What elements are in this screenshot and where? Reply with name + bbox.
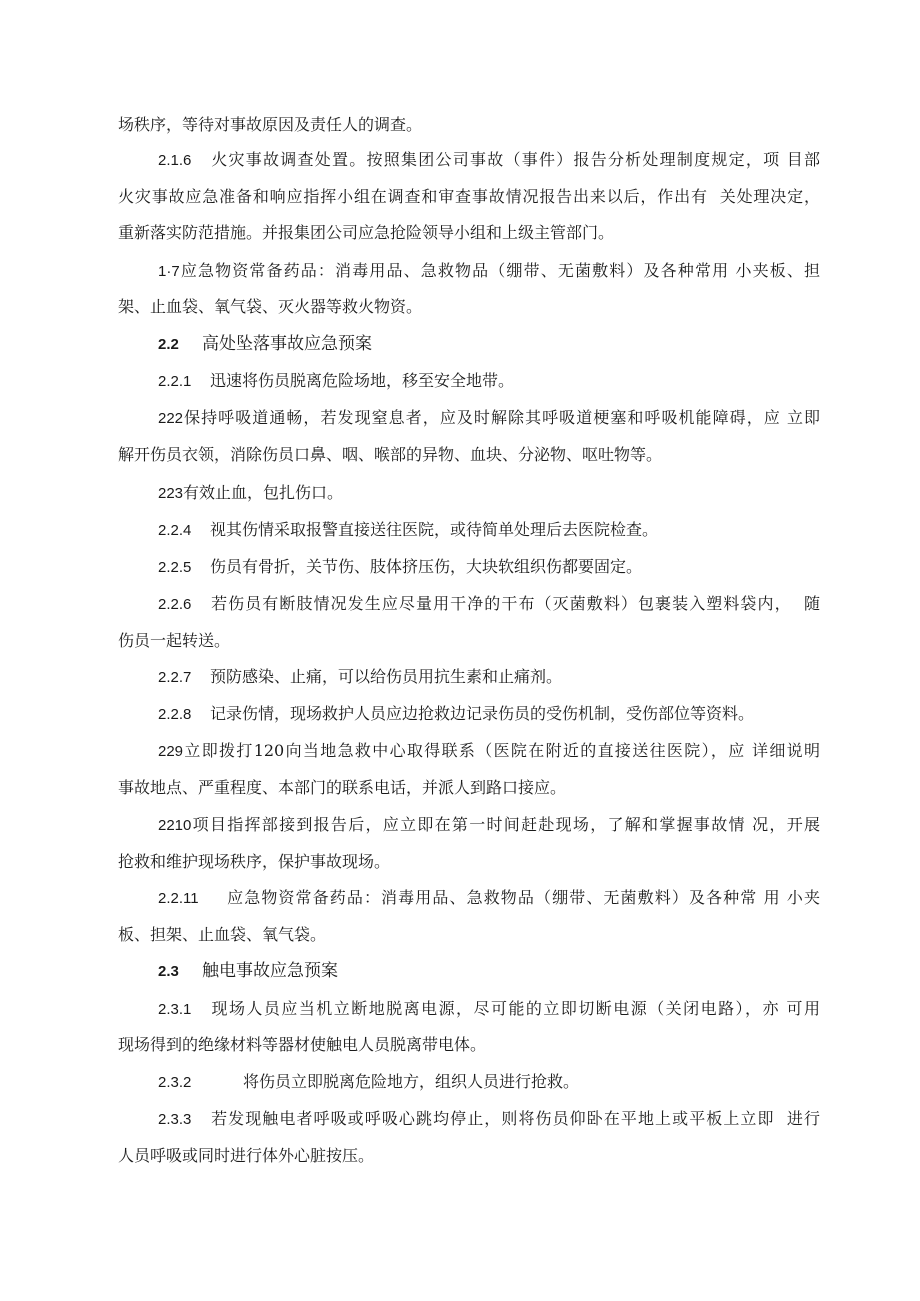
clause-number: 2.2.5 — [158, 559, 192, 576]
clause-number: 222 — [158, 410, 184, 427]
clause-number: 229 — [158, 743, 184, 760]
clause-number: 2.2.7 — [158, 669, 192, 686]
clause-number: 2.2.11 — [158, 890, 199, 907]
clause-number: 2.3.2 — [158, 1074, 192, 1091]
line-text: 架、止血袋、氧气袋、灭火器等救火物资。 — [118, 297, 423, 316]
section-title: 高处坠落事故应急预案 — [202, 334, 372, 354]
text-line — [118, 113, 422, 137]
clause-number: 2.1.6 — [158, 152, 192, 169]
clause-line — [158, 259, 820, 283]
line-text: 应急物资常备药品：消毒用品、急救物品（绷带、无菌敷料）及各种常 用 小夹 — [226, 888, 820, 907]
line-text: 立即拨打120向当地急救中心取得联系（医院在附近的直接送往医院），应 详细说明 — [183, 741, 820, 760]
line-text: 应急物资常备药品：消毒用品、急救物品（绷带、无菌敷料）及各种常用 小夹板、担 — [179, 261, 820, 280]
clause-line — [158, 1070, 579, 1094]
text-line — [118, 443, 662, 467]
clause-line — [158, 518, 658, 542]
line-text: 人员呼吸或同时进行体外心脏按压。 — [118, 1146, 375, 1165]
line-text: 火灾事故调查处置。按照集团公司事故（事件）报告分析处理制度规定，项 目部 — [210, 150, 820, 169]
section-number: 2.2 — [158, 336, 179, 353]
line-text: 事故地点、严重程度、本部门的联系电话，并派人到路口接应。 — [118, 778, 567, 797]
clause-line — [158, 406, 820, 430]
line-text: 视其伤情采取报警直接送往医院，或待简单处理后去医院检查。 — [210, 520, 659, 539]
clause-line — [158, 555, 642, 579]
line-text: 保持呼吸道通畅，若发现窒息者，应及时解除其呼吸道梗塞和呼吸机能障碍，应 立即 — [183, 408, 820, 427]
section-number: 2.3 — [158, 963, 179, 980]
text-line — [118, 629, 230, 653]
clause-line — [158, 481, 343, 505]
line-text: 火灾事故应急准备和响应指挥小组在调查和审查事故情况报告出来以后，作出有 关处理决定， — [118, 187, 820, 206]
section-heading — [158, 332, 372, 356]
clause-number: 2.2.8 — [158, 706, 192, 723]
line-text: 伤员一起转送。 — [118, 631, 231, 650]
clause-number: 2210 — [158, 817, 192, 834]
clause-number: 223 — [158, 485, 184, 502]
line-text: 重新落实防范措施。并报集团公司应急抢险领导小组和上级主管部门。 — [118, 223, 615, 242]
line-text: 记录伤情，现场救护人员应边抢救边记录伤员的受伤机制，受伤部位等资料。 — [210, 704, 755, 723]
clause-number: 2.2.1 — [158, 373, 192, 390]
text-line — [118, 776, 566, 800]
clause-line — [158, 1107, 820, 1131]
clause-line — [158, 702, 754, 726]
line-text: 伤员有骨折，关节伤、肢体挤压伤，大块软组织伤都要固定。 — [210, 557, 643, 576]
clause-line — [158, 813, 820, 837]
text-line — [118, 1144, 374, 1168]
line-text: 迅速将伤员脱离危险场地，移至安全地带。 — [210, 371, 515, 390]
line-text: 项目指挥部接到报告后，应立即在第一时间赶赴现场，了解和掌握事故情 况，开展 — [191, 815, 820, 834]
line-text: 若发现触电者呼吸或呼吸心跳均停止，则将伤员仰卧在平地上或平板上立即 进行 — [210, 1109, 820, 1128]
line-text: 若伤员有断肢情况发生应尽量用干净的干布（灭菌敷料）包裹装入塑料袋内， 随 — [210, 594, 820, 613]
line-text: 场秩序，等待对事故原因及责任人的调查。 — [118, 115, 423, 134]
clause-number: 2.3.3 — [158, 1111, 192, 1128]
line-text: 将伤员立即脱离危险地方，组织人员进行抢救。 — [243, 1072, 580, 1091]
clause-number: 1·7 — [158, 263, 180, 280]
text-line — [118, 923, 326, 947]
section-heading — [158, 959, 338, 983]
line-text: 预防感染、止痛，可以给伤员用抗生素和止痛剂。 — [210, 667, 563, 686]
text-line — [118, 850, 390, 874]
clause-line — [158, 886, 820, 910]
line-text: 现场人员应当机立断地脱离电源，尽可能的立即切断电源（关闭电路），亦 可用 — [210, 999, 820, 1018]
line-text: 现场得到的绝缘材料等器材使触电人员脱离带电体。 — [118, 1035, 487, 1054]
text-line — [118, 295, 422, 319]
clause-line — [158, 148, 820, 172]
clause-line — [158, 369, 514, 393]
clause-number: 2.3.1 — [158, 1001, 192, 1018]
clause-line — [158, 739, 820, 763]
line-text: 有效止血，包扎伤口。 — [183, 483, 344, 502]
line-text: 板、担架、止血袋、氧气袋。 — [118, 925, 327, 944]
text-line — [118, 1033, 486, 1057]
text-line — [118, 221, 614, 245]
clause-line — [158, 997, 820, 1021]
clause-number: 2.2.6 — [158, 596, 192, 613]
clause-line — [158, 665, 562, 689]
section-title: 触电事故应急预案 — [202, 961, 338, 981]
line-text: 解开伤员衣领，消除伤员口鼻、咽、喉部的异物、血块、分泌物、呕吐物等。 — [118, 445, 663, 464]
line-text: 抢救和维护现场秩序，保护事故现场。 — [118, 852, 391, 871]
clause-line — [158, 592, 820, 616]
clause-number: 2.2.4 — [158, 522, 192, 539]
text-line — [118, 185, 820, 209]
